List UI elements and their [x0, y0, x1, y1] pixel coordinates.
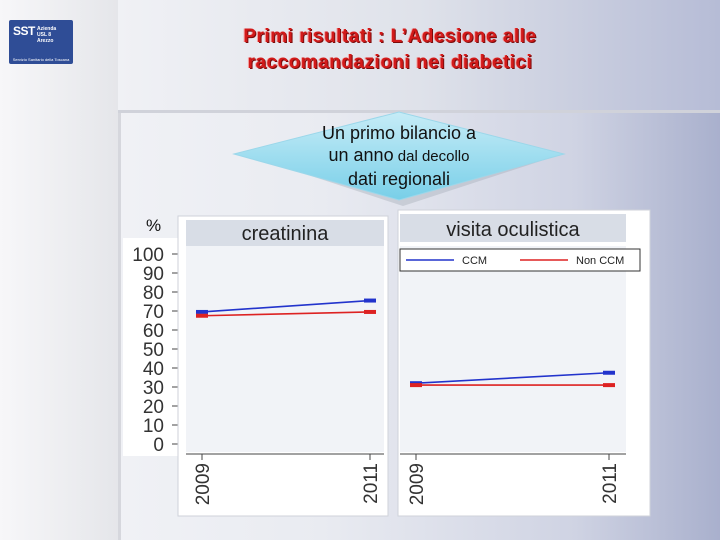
y-tick-label: 70 [142, 302, 164, 323]
logo-footer: Servizio Sanitario della Toscana [12, 57, 70, 62]
y-tick-label: 30 [142, 378, 164, 399]
logo-mark: SST [13, 24, 35, 38]
chart-title: visita oculistica [446, 219, 580, 241]
logo-subtext: Azienda USL 8 Arezzo [37, 26, 57, 44]
callout-line3: dati regionali [347, 169, 451, 189]
y-tick-label: 20 [142, 397, 164, 418]
y-tick-label: 60 [142, 321, 164, 342]
chart-title: creatinina [241, 223, 329, 245]
plot-area [400, 246, 626, 452]
legend-label: Non CCM [576, 255, 625, 267]
callout-line2-a: un anno [328, 145, 394, 165]
callout-line1: Un primo bilancio a [321, 123, 477, 143]
x-tick-label: 2009 [193, 463, 214, 506]
y-tick-label: 0 [153, 435, 164, 456]
legend-label: CCM [462, 255, 488, 267]
x-tick-label: 2009 [407, 463, 428, 506]
y-tick-label: 90 [142, 264, 164, 285]
plot-area [186, 246, 384, 452]
y-tick-label: 10 [142, 416, 164, 437]
slide-title-line1: Primi risultati : L’Adesione alle [243, 26, 537, 47]
callout-line2-b: dal decollo [393, 148, 470, 165]
x-tick-label: 2011 [600, 463, 621, 504]
y-tick-label: 80 [142, 283, 164, 304]
y-tick-label: 40 [142, 359, 164, 380]
x-tick-label: 2011 [361, 463, 382, 504]
y-tick-label: 100 [132, 245, 164, 266]
percent-axis-label: % [146, 216, 162, 235]
y-tick-label: 50 [142, 340, 164, 361]
slide-title-line2: raccomandazioni nei diabetici [247, 52, 533, 73]
